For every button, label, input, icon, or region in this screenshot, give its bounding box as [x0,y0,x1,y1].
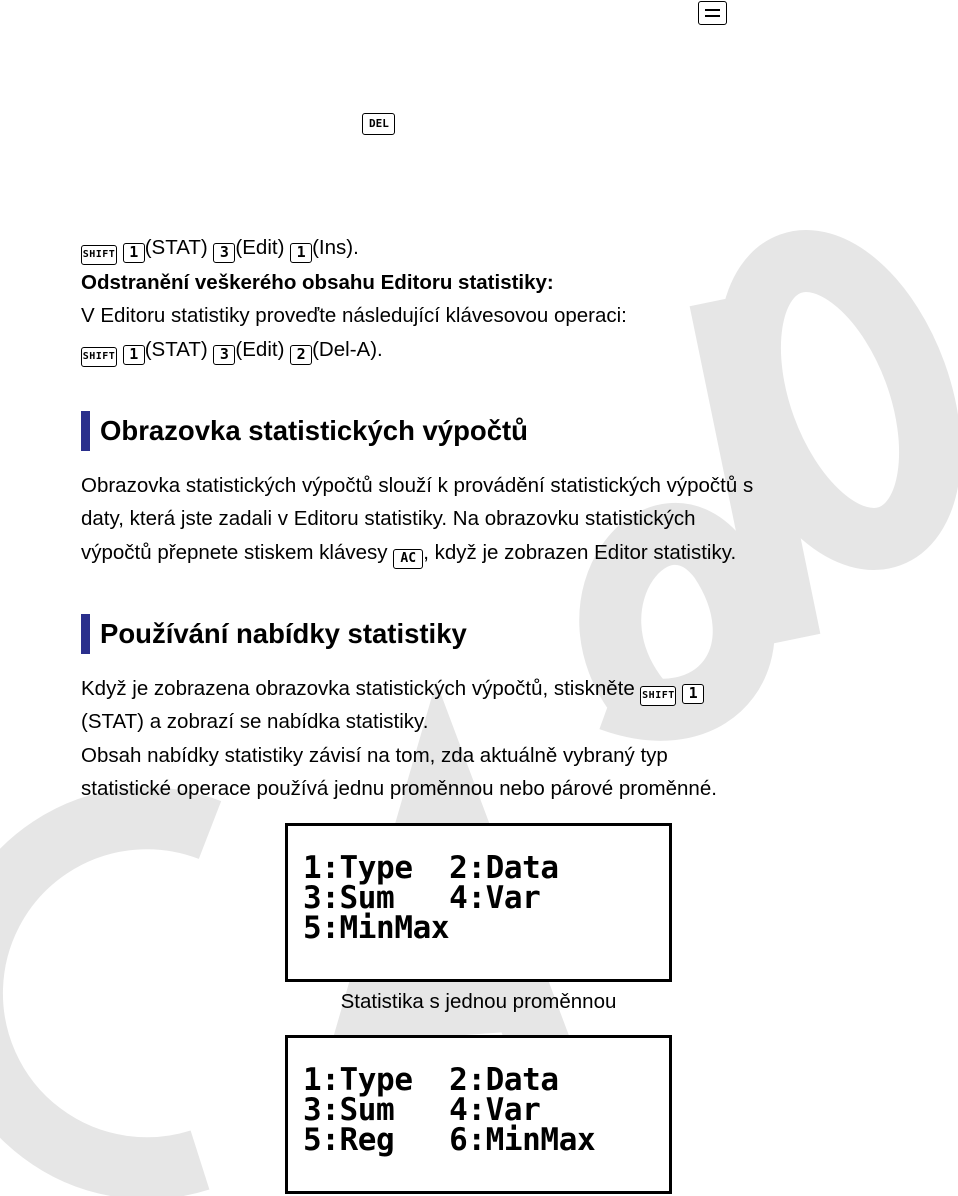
key-3-icon: 3 [213,243,235,263]
paragraph-text: , když je zobrazen Editor statistiky. [423,541,737,564]
ac-key-icon: AC [393,549,423,569]
paragraph-line: daty, která jste zadali v Editoru statistiky. Na obrazovku statistických [81,507,696,530]
lcd-screen-paired-variable [285,1035,672,1194]
paragraph-line: Obsah nabídky statistiky závisí na tom, zda aktuálně vybraný typ [81,744,668,767]
shift-key-icon: SHIFT [81,245,117,265]
paragraph-line: statistické operace používá jednu proměnnou nebo párové proměnné. [81,777,717,800]
delete-all-key-sequence [81,338,383,367]
section-title: Používání nabídky statistiky [100,618,467,649]
lcd-screen-single-variable [285,823,672,982]
paragraph-text: výpočtů přepnete stiskem klávesy [81,541,394,564]
key-1-icon: 1 [290,243,312,263]
equals-key-icon [698,1,727,25]
stat-label: (STAT) [144,236,208,259]
shift-key-icon: SHIFT [640,686,676,706]
stat-label: (STAT) [144,338,208,361]
key-3-icon: 3 [213,345,235,365]
lcd-row: 3:Sum 4:Var [303,880,541,916]
del-key-icon: DEL [362,113,395,135]
ins-label: (Ins). [312,236,359,259]
shift-key-icon: SHIFT [81,347,117,367]
key-2-icon: 2 [290,345,312,365]
edit-label: (Edit) [235,236,285,259]
paragraph-line: Obrazovka statistických výpočtů slouží k provádění statistických výpočtů s [81,474,754,497]
paragraph-line [81,541,736,569]
edit-label: (Edit) [235,338,285,361]
lcd-row: 5:MinMax [303,910,450,946]
lcd-row: 1:Type 2:Data [303,850,559,886]
lcd-row: 1:Type 2:Data [303,1062,559,1098]
key-1-icon: 1 [682,684,704,704]
lcd-row: 5:Reg 6:MinMax [303,1122,596,1158]
key-1-icon: 1 [123,243,145,263]
insert-key-sequence [81,236,359,265]
screen-caption: Statistika s jednou proměnnou [340,990,617,1013]
heading-accent-bar [81,614,90,654]
delete-all-heading: Odstranění veškerého obsahu Editoru statistiky: [81,271,554,294]
section-title: Obrazovka statistických výpočtů [100,415,528,446]
paragraph-text: Když je zobrazena obrazovka statistických výpočtů, stiskněte [81,677,641,700]
key-1-icon: 1 [123,345,145,365]
heading-accent-bar [81,411,90,451]
delete-all-text: V Editoru statistiky proveďte následující klávesovou operaci: [81,304,627,327]
paragraph-line [81,677,704,706]
lcd-row: 3:Sum 4:Var [303,1092,541,1128]
del-a-label: (Del-A). [312,338,383,361]
paragraph-line: (STAT) a zobrazí se nabídka statistiky. [81,710,429,733]
